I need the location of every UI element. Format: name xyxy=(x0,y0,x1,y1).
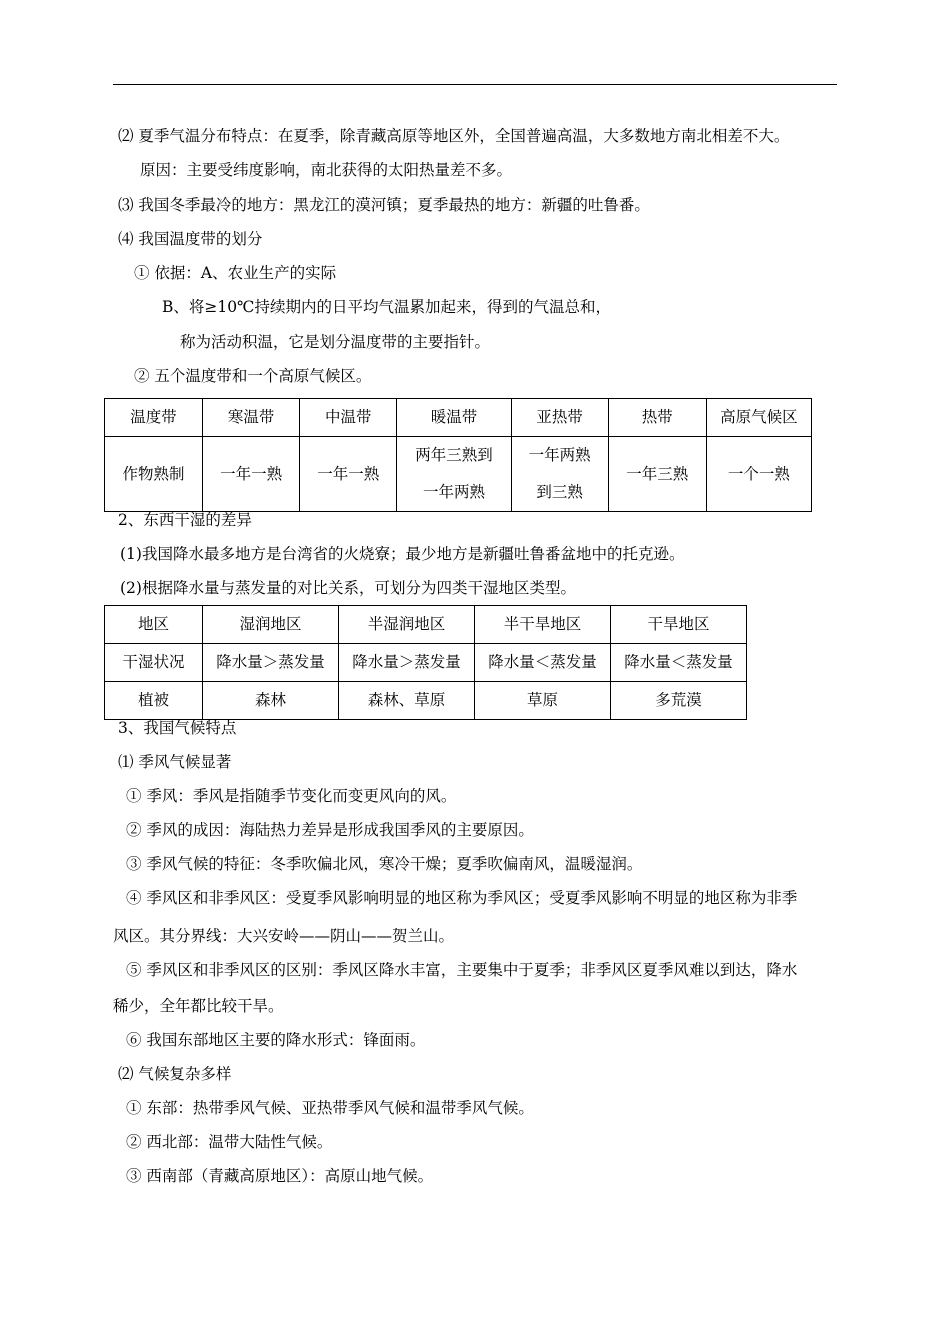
table-cell: 一年一熟 xyxy=(300,437,397,512)
monsoon-features-line: ③ 季风气候的特征：冬季吹偏北风，寒冷干燥；夏季吹偏南风，温暖湿润。 xyxy=(126,855,643,873)
cell-line: 两年三熟到 xyxy=(415,446,493,464)
monsoon-cause-line: ② 季风的成因：海陆热力差异是形成我国季风的主要原因。 xyxy=(126,821,534,839)
east-climate-line: ① 东部：热带季风气候、亚热带季风气候和温带季风气候。 xyxy=(126,1099,534,1117)
reason-line: 原因：主要受纬度影响，南北获得的太阳热量差不多。 xyxy=(140,161,513,179)
table-header-cell: 热带 xyxy=(608,399,706,437)
table-cell: 一个一熟 xyxy=(706,437,811,512)
cell-line: 一年两熟 xyxy=(528,446,591,464)
table-header-cell: 亚热带 xyxy=(511,399,608,437)
table-row xyxy=(105,399,812,437)
table-row xyxy=(105,606,747,644)
frontal-rain-line: ⑥ 我国东部地区主要的降水形式：锋面雨。 xyxy=(126,1031,426,1049)
table-cell: 干湿状况 xyxy=(105,644,203,682)
monsoon-difference-line-cont: 稀少，全年都比较干旱。 xyxy=(113,997,284,1015)
table-row xyxy=(105,437,812,512)
accumulated-temp-line: 称为活动积温，它是划分温度带的主要指针。 xyxy=(180,333,491,351)
table-cell: 草原 xyxy=(475,682,611,720)
table-header-cell: 高原气候区 xyxy=(706,399,811,437)
table-cell: 一年一熟 xyxy=(203,437,300,512)
table-cell: 降水量＜蒸发量 xyxy=(611,644,747,682)
southwest-climate-line: ③ 西南部（青藏高原地区）：高原山地气候。 xyxy=(126,1167,434,1185)
table-header-cell: 暖温带 xyxy=(397,399,511,437)
table-header-cell: 半干旱地区 xyxy=(475,606,611,644)
summer-temp-line: ⑵ 夏季气温分布特点：在夏季，除青藏高原等地区外，全国普遍高温，大多数地方南北相差不大。 xyxy=(118,127,790,145)
monsoon-region-line-cont: 风区。其分界线：大兴安岭——阴山——贺兰山。 xyxy=(113,927,455,945)
table-cell: 降水量＜蒸发量 xyxy=(475,644,611,682)
table-header-cell: 干旱地区 xyxy=(611,606,747,644)
table-cell: 降水量＞蒸发量 xyxy=(339,644,475,682)
header-rule xyxy=(113,84,837,85)
cell-line: 一年两熟 xyxy=(422,483,485,501)
table-cell: 森林 xyxy=(203,682,339,720)
basis-b-line: B、将≥10℃持续期内的日平均气温累加起来，得到的气温总和， xyxy=(162,298,611,316)
table-header-cell: 湿润地区 xyxy=(203,606,339,644)
table-header-cell: 温度带 xyxy=(105,399,203,437)
table-cell: 一年三熟 xyxy=(608,437,706,512)
table-cell: 降水量＞蒸发量 xyxy=(203,644,339,682)
temperature-zone-table xyxy=(104,398,812,512)
northwest-climate-line: ② 西北部：温带大陆性气候。 xyxy=(126,1133,333,1151)
table-header-cell: 地区 xyxy=(105,606,203,644)
five-zones-line: ② 五个温度带和一个高原气候区。 xyxy=(134,367,372,385)
table-cell: 多荒漠 xyxy=(611,682,747,720)
table-cell xyxy=(397,437,511,512)
table-header-cell: 半湿润地区 xyxy=(339,606,475,644)
humidity-table xyxy=(104,605,747,720)
monsoon-definition-line: ① 季风：季风是指随季节变化而变更风向的风。 xyxy=(126,787,457,805)
humidity-types-line: (2)根据降水量与蒸发量的对比关系，可划分为四类干湿地区类型。 xyxy=(120,579,576,597)
table-row xyxy=(105,644,747,682)
monsoon-difference-line: ⑤ 季风区和非季风区的区别：季风区降水丰富，主要集中于夏季；非季风区夏季风难以到达，降水 xyxy=(126,961,798,979)
section-2-heading: 2、东西干湿的差异 xyxy=(118,511,252,529)
table-header-cell: 中温带 xyxy=(300,399,397,437)
extreme-places-line: ⑶ 我国冬季最冷的地方：黑龙江的漠河镇；夏季最热的地方：新疆的吐鲁番。 xyxy=(118,196,650,214)
diverse-climate-heading: ⑵ 气候复杂多样 xyxy=(118,1065,232,1083)
table-cell: 森林、草原 xyxy=(339,682,475,720)
precip-extremes-line: (1)我国降水最多地方是台湾省的火烧寮；最少地方是新疆吐鲁番盆地中的托克逊。 xyxy=(120,545,685,563)
section-3-heading: 3、我国气候特点 xyxy=(118,719,237,737)
table-cell xyxy=(511,437,608,512)
cell-line: 到三熟 xyxy=(536,483,583,501)
basis-line: ① 依据：A、农业生产的实际 xyxy=(134,264,337,282)
monsoon-heading: ⑴ 季风气候显著 xyxy=(118,753,232,771)
table-cell: 植被 xyxy=(105,682,203,720)
table-row xyxy=(105,682,747,720)
table-header-cell: 寒温带 xyxy=(203,399,300,437)
monsoon-region-line: ④ 季风区和非季风区：受夏季风影响明显的地区称为季风区；受夏季风影响不明显的地区称为非季 xyxy=(126,889,798,907)
table-row-label: 作物熟制 xyxy=(105,437,203,512)
temp-zone-heading: ⑷ 我国温度带的划分 xyxy=(118,230,263,248)
